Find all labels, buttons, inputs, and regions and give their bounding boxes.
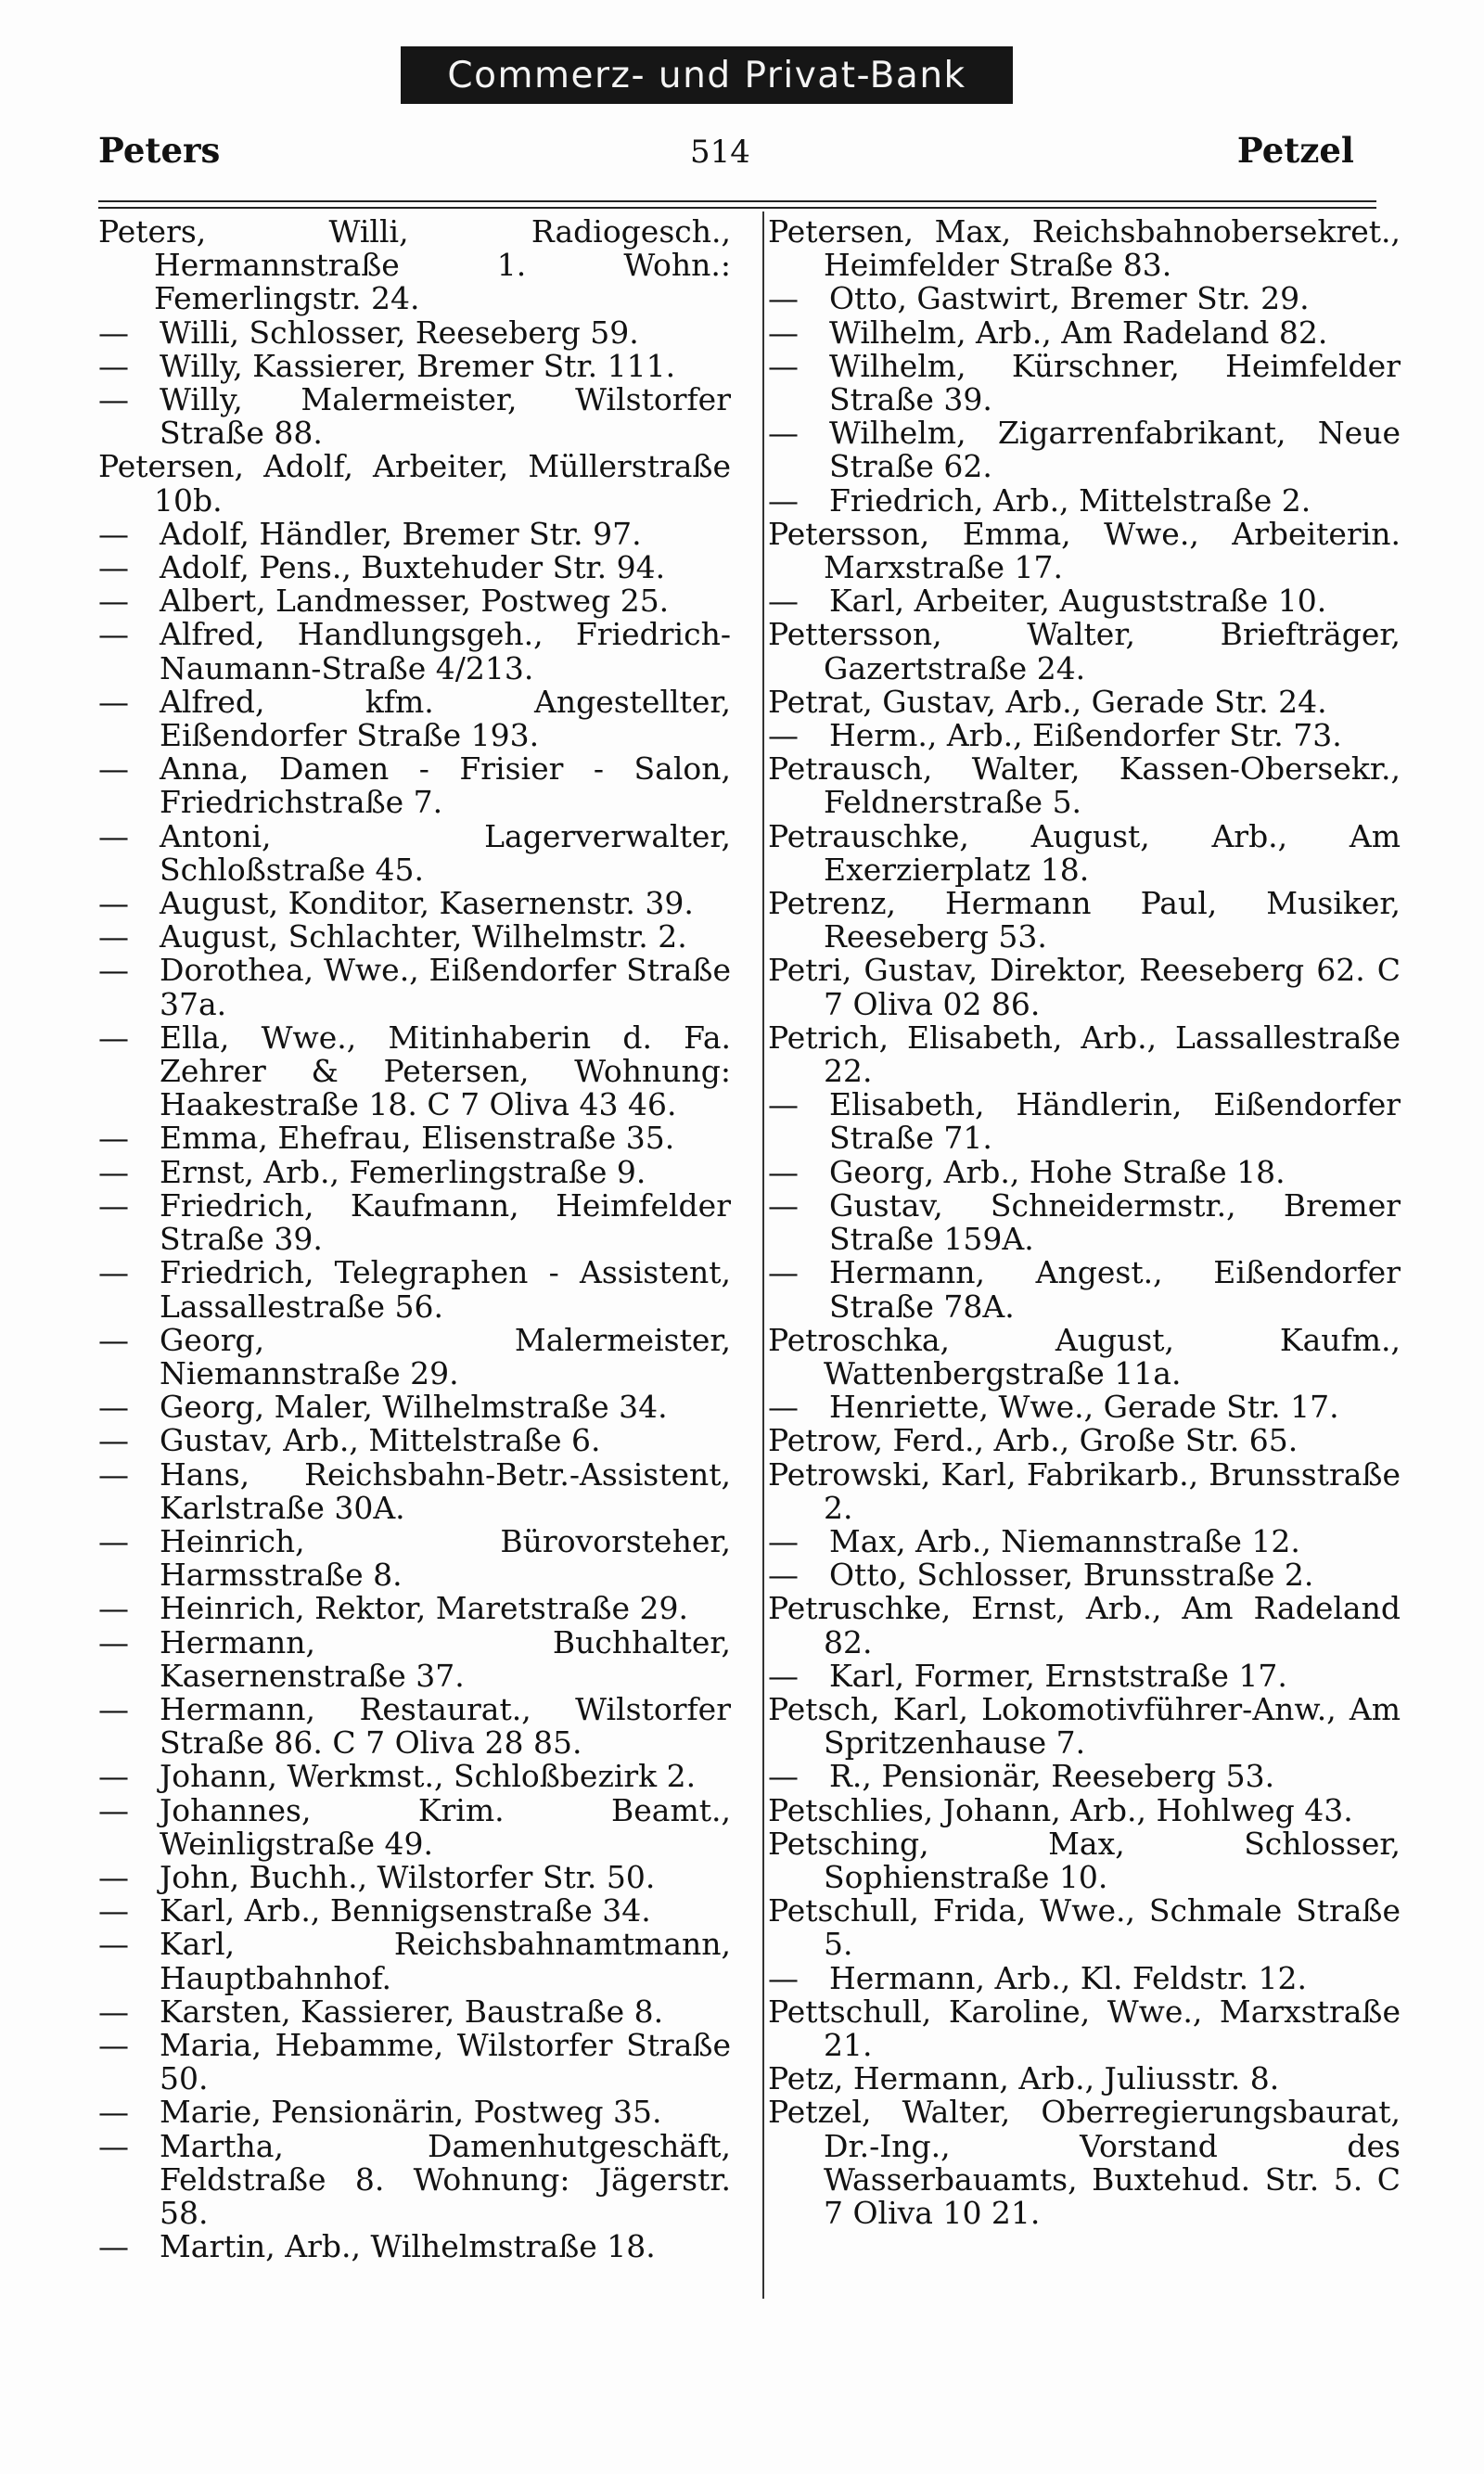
directory-entry [98, 515, 731, 552]
directory-entry-surname [768, 1827, 1401, 1894]
ditto-dash [98, 1256, 160, 1289]
directory-entry [98, 887, 731, 920]
header-rule [98, 200, 1376, 202]
directory-entry [768, 719, 1401, 752]
entry-text: John, Buchh., Wilstorfer Str. 50. [160, 1858, 656, 1895]
ditto-dash [768, 1156, 829, 1189]
entry-text: Peters, Willi, Radiogesch., Hermannstraße 1. Wohn.: Femerlingstr. 24. [98, 213, 731, 317]
directory-entry [98, 618, 731, 685]
entry-text: Johann, Werkmst., Schloßbezirk 2. [160, 1758, 697, 1795]
ditto-dash [768, 417, 829, 450]
entry-text: Wilhelm, Arb., Am Radeland 82. [829, 314, 1328, 351]
entry-text: Petersen, Adolf, Arbeiter, Müllerstraße 10b. [98, 448, 731, 519]
entry-text: Petrich, Elisabeth, Arb., Lassallestraße 22. [768, 1019, 1401, 1090]
directory-entry [768, 481, 1401, 519]
ditto-dash [98, 1693, 160, 1726]
ditto-dash [98, 1894, 160, 1928]
ditto-dash [98, 1995, 160, 2029]
directory-entry [98, 316, 731, 350]
entry-text: Hans, Reichsbahn-Betr.-Assistent, Karlstraße 30A. [160, 1455, 731, 1526]
directory-entry [98, 752, 731, 819]
entry-text: Karl, Arb., Bennigsenstraße 34. [160, 1892, 651, 1929]
entry-text: August, Konditor, Kasernenstr. 39. [160, 885, 694, 922]
entry-text: Petrat, Gustav, Arb., Gerade Str. 24. [768, 683, 1327, 720]
entry-text: Petsching, Max, Schlosser, Sophienstraße 10. [768, 1825, 1401, 1895]
directory-entry [98, 584, 731, 618]
directory-entry [98, 683, 731, 754]
directory-entry [98, 1858, 731, 1895]
ditto-dash [768, 350, 829, 383]
ditto-dash [768, 1660, 829, 1693]
directory-entry [98, 2026, 731, 2097]
directory-entry [98, 1455, 731, 1526]
entry-text: Albert, Landmesser, Postweg 25. [160, 583, 670, 620]
entry-text: Alfred, kfm. Angestellter, Eißendorfer Straße 193. [160, 683, 731, 754]
directory-entry [98, 2127, 731, 2231]
directory-entry [768, 417, 1401, 483]
ditto-dash [768, 1391, 829, 1424]
directory-entry [768, 1522, 1401, 1559]
entry-text: Martha, Damenhutgeschäft, Feldstraße 8. Wohnung: Jägerstr. 58. [160, 2127, 731, 2231]
ditto-dash [768, 1256, 829, 1289]
directory-entry [98, 1391, 731, 1424]
ditto-dash [98, 1794, 160, 1827]
directory-entry [98, 954, 731, 1020]
directory-entry [98, 920, 731, 954]
ditto-dash [768, 1760, 829, 1793]
directory-entry [768, 347, 1401, 418]
directory-entry-surname [98, 215, 731, 316]
directory-entry-surname [768, 1021, 1401, 1088]
ditto-dash [98, 2029, 160, 2062]
entry-text: Adolf, Händler, Bremer Str. 97. [160, 515, 642, 552]
directory-entry [98, 1995, 731, 2029]
directory-entry-surname [768, 954, 1401, 1020]
ditto-dash [98, 887, 160, 920]
directory-entry [768, 584, 1401, 618]
directory-entry-surname [768, 1321, 1401, 1391]
ditto-dash [768, 1525, 829, 1558]
directory-entry [98, 1153, 731, 1190]
directory-entry-surname [768, 1894, 1401, 1961]
entry-text: Petroschka, August, Kaufm., Wattenbergstraße 11a. [768, 1321, 1401, 1391]
entry-text: Karl, Former, Ernststraße 17. [829, 1657, 1287, 1694]
entry-text: Hermann, Restaurat., Wilstorfer Straße 86. C 7 Oliva 28 85. [160, 1690, 731, 1762]
ditto-dash [98, 686, 160, 719]
ditto-dash [98, 1156, 160, 1189]
directory-entry-surname [768, 1995, 1401, 2062]
entry-text: Antoni, Lagerverwalter, Schloßstraße 45. [160, 817, 731, 888]
ditto-dash [768, 1189, 829, 1223]
entry-text: Friedrich, Arb., Mittelstraße 2. [829, 481, 1311, 519]
page-number: 514 [690, 134, 750, 171]
directory-entry [768, 1959, 1401, 1996]
ditto-dash [98, 820, 160, 853]
directory-entry [768, 316, 1401, 350]
entry-text: Pettersson, Walter, Briefträger, Gazertstraße 24. [768, 616, 1401, 686]
ditto-dash [98, 752, 160, 786]
ditto-dash [98, 1861, 160, 1894]
directory-entry [98, 383, 731, 450]
entry-text: Petrausch, Walter, Kassen-Obersekr., Feldnerstraße 5. [768, 750, 1401, 821]
entry-text: Petersson, Emma, Wwe., Arbeiterin. Marxstraße 17. [768, 515, 1401, 586]
directory-entry [98, 1256, 731, 1323]
directory-entry [98, 1321, 731, 1391]
directory-entry [768, 1256, 1401, 1323]
entry-text: Georg, Arb., Hohe Straße 18. [829, 1153, 1286, 1190]
entry-text: Petrauschke, August, Arb., Am Exerzierplatz 18. [768, 817, 1401, 888]
ditto-dash [98, 920, 160, 954]
directory-column-left [98, 215, 731, 2263]
ditto-dash [98, 383, 160, 417]
ditto-dash [768, 584, 829, 618]
directory-entry-surname [768, 2096, 1401, 2230]
entry-text: Otto, Schlosser, Brunsstraße 2. [829, 1557, 1314, 1594]
directory-entry-surname [768, 1455, 1401, 1526]
ditto-dash [98, 1324, 160, 1357]
entry-text: Maria, Hebamme, Wilstorfer Straße 50. [160, 2026, 731, 2097]
ditto-dash [98, 1021, 160, 1055]
ditto-dash [768, 1962, 829, 1995]
running-head-last-entry: Petzel [1236, 130, 1354, 171]
entry-text: Gustav, Schneidermstr., Bremer Straße 159A. [829, 1186, 1401, 1258]
header-rule [98, 207, 1376, 209]
directory-entry-surname [768, 1791, 1401, 1828]
directory-entry [98, 1690, 731, 1762]
running-head-first-entry: Peters [98, 130, 221, 171]
directory-entry [98, 1623, 731, 1694]
directory-entry [98, 1791, 731, 1862]
entry-text: Alfred, Handlungsgeh., Friedrich-Naumann-Straße 4/213. [160, 616, 731, 686]
directory-entry [768, 1657, 1401, 1694]
directory-entry [768, 1153, 1401, 1190]
entry-text: Pettschull, Karoline, Wwe., Marxstraße 21. [768, 1993, 1401, 2063]
ditto-dash [98, 518, 160, 551]
directory-entry-surname [768, 1592, 1401, 1659]
entry-text: August, Schlachter, Wilhelmstr. 2. [160, 918, 687, 955]
ditto-dash [98, 1592, 160, 1625]
ditto-dash [768, 719, 829, 752]
ditto-dash [98, 1189, 160, 1223]
ditto-dash [98, 618, 160, 651]
directory-entry [98, 2230, 731, 2263]
ditto-dash [98, 1928, 160, 1961]
entry-text: Petrow, Ferd., Arb., Große Str. 65. [768, 1422, 1298, 1459]
directory-entry [98, 1522, 731, 1594]
directory-entry-surname [768, 1424, 1401, 1457]
entry-text: Petschlies, Johann, Arb., Hohlweg 43. [768, 1791, 1353, 1828]
entry-text: Johannes, Krim. Beamt., Weinligstraße 49. [160, 1791, 731, 1862]
ditto-dash [98, 2096, 160, 2129]
directory-entry [98, 1122, 731, 1155]
entry-text: Ella, Wwe., Mitinhaberin d. Fa. Zehrer & Petersen, Wohnung: Haakestraße 18. C 7 Oliva 43 46. [160, 1019, 731, 1123]
entry-text: Willy, Malermeister, Wilstorfer Straße 88. [160, 381, 731, 452]
entry-text: Henriette, Wwe., Gerade Str. 17. [829, 1389, 1339, 1426]
entry-text: Adolf, Pens., Buxtehuder Str. 94. [160, 549, 666, 586]
directory-entry-surname [768, 2062, 1401, 2096]
directory-entry-surname [768, 215, 1401, 282]
entry-text: Petrenz, Hermann Paul, Musiker, Reeseberg 53. [768, 885, 1401, 955]
ditto-dash [98, 2130, 160, 2163]
ditto-dash [98, 551, 160, 584]
entry-text: R., Pensionär, Reeseberg 53. [829, 1758, 1275, 1795]
directory-entry [768, 1186, 1401, 1258]
ditto-dash [98, 954, 160, 987]
directory-entry [98, 1928, 731, 1994]
ditto-dash [98, 1391, 160, 1424]
entry-text: Elisabeth, Händlerin, Eißendorfer Straße 71. [829, 1086, 1401, 1157]
entry-text: Georg, Maler, Wilhelmstraße 34. [160, 1389, 668, 1426]
entry-text: Emma, Ehefrau, Elisenstraße 35. [160, 1120, 675, 1157]
directory-entry [98, 1424, 731, 1457]
directory-entry [98, 1760, 731, 1793]
entry-text: Karsten, Kassierer, Baustraße 8. [160, 1993, 664, 2030]
directory-entry [768, 1760, 1401, 1793]
ditto-dash [98, 1626, 160, 1660]
entry-text: Petrowski, Karl, Fabrikarb., Brunsstraße 2. [768, 1455, 1401, 1526]
entry-text: Hermann, Buchhalter, Kasernenstraße 37. [160, 1623, 731, 1694]
directory-entry [768, 1088, 1401, 1155]
entry-text: Petruschke, Ernst, Arb., Am Radeland 82. [768, 1590, 1401, 1660]
entry-text: Hermann, Angest., Eißendorfer Straße 78A. [829, 1254, 1401, 1325]
ditto-dash [98, 1760, 160, 1793]
entry-text: Petschull, Frida, Wwe., Schmale Straße 5. [768, 1892, 1401, 1963]
directory-entry [98, 817, 731, 888]
column-divider [762, 212, 764, 2299]
directory-entry [768, 1391, 1401, 1424]
directory-entry [98, 1186, 731, 1258]
directory-entry [98, 347, 731, 384]
ditto-dash [768, 1558, 829, 1592]
entry-text: Georg, Malermeister, Niemannstraße 29. [160, 1321, 731, 1391]
entry-text: Petersen, Max, Reichsbahnobersekret., Heimfelder Straße 83. [768, 213, 1401, 284]
directory-entry [98, 1021, 731, 1122]
directory-entry-surname [768, 1690, 1401, 1762]
entry-text: Max, Arb., Niemannstraße 12. [829, 1522, 1300, 1559]
entry-text: Martin, Arb., Wilhelmstraße 18. [160, 2228, 656, 2265]
ditto-dash [768, 282, 829, 315]
entry-text: Marie, Pensionärin, Postweg 35. [160, 2094, 662, 2131]
entry-text: Heinrich, Bürovorsteher, Harmsstraße 8. [160, 1522, 731, 1594]
directory-entry [98, 1592, 731, 1625]
entry-text: Petz, Hermann, Arb., Juliusstr. 8. [768, 2060, 1280, 2097]
entry-text: Anna, Damen - Frisier - Salon, Friedrichstraße 7. [160, 750, 731, 821]
directory-entry [768, 1558, 1401, 1592]
entry-text: Friedrich, Telegraphen - Assistent, Lassallestraße 56. [160, 1254, 731, 1325]
ditto-dash [768, 1088, 829, 1122]
entry-text: Heinrich, Rektor, Maretstraße 29. [160, 1590, 689, 1627]
ditto-dash [98, 584, 160, 618]
entry-text: Dorothea, Wwe., Eißendorfer Straße 37a. [160, 952, 731, 1022]
directory-entry [768, 282, 1401, 315]
directory-entry-surname [768, 887, 1401, 954]
ditto-dash [98, 350, 160, 383]
entry-text: Willy, Kassierer, Bremer Str. 111. [160, 347, 676, 384]
ditto-dash [98, 1122, 160, 1155]
directory-entry [98, 551, 731, 584]
directory-column-right [768, 215, 1401, 2230]
entry-text: Wilhelm, Zigarrenfabrikant, Neue Straße 62. [829, 415, 1401, 485]
entry-text: Wilhelm, Kürschner, Heimfelder Straße 39. [829, 347, 1401, 418]
directory-entry-surname [768, 752, 1401, 819]
entry-text: Gustav, Arb., Mittelstraße 6. [160, 1422, 601, 1459]
ditto-dash [768, 316, 829, 350]
directory-entry-surname [768, 618, 1401, 685]
entry-text: Ernst, Arb., Femerlingstraße 9. [160, 1153, 646, 1190]
entry-text: Herm., Arb., Eißendorfer Str. 73. [829, 717, 1342, 754]
ditto-dash [98, 1458, 160, 1492]
entry-text: Willi, Schlosser, Reeseberg 59. [160, 314, 639, 351]
bank-advert-banner: Commerz- und Privat-Bank [401, 46, 1013, 104]
entry-text: Hermann, Arb., Kl. Feldstr. 12. [829, 1959, 1308, 1996]
directory-entry [98, 2096, 731, 2129]
ditto-dash [768, 484, 829, 518]
entry-text: Petzel, Walter, Oberregierungsbaurat, Dr.-Ing., Vorstand des Wasserbauamts, Buxtehud. Str. 5. C 7 Oliva 10 21. [768, 2094, 1401, 2231]
ditto-dash [98, 1424, 160, 1457]
entry-text: Petsch, Karl, Lokomotivführer-Anw., Am Spritzenhause 7. [768, 1690, 1401, 1762]
directory-entry [98, 1894, 731, 1928]
directory-entry-surname [768, 817, 1401, 888]
directory-entry-surname [768, 515, 1401, 586]
ditto-dash [98, 316, 160, 350]
ditto-dash [98, 1525, 160, 1558]
ditto-dash [98, 2230, 160, 2263]
entry-text: Petri, Gustav, Direktor, Reeseberg 62. C 7 Oliva 02 86. [768, 952, 1401, 1022]
entry-text: Otto, Gastwirt, Bremer Str. 29. [829, 280, 1310, 317]
entry-text: Karl, Arbeiter, Auguststraße 10. [829, 583, 1327, 620]
directory-entry-surname [98, 450, 731, 517]
entry-text: Friedrich, Kaufmann, Heimfelder Straße 39. [160, 1186, 731, 1258]
entry-text: Karl, Reichsbahnamtmann, Hauptbahnhof. [160, 1926, 731, 1996]
directory-entry-surname [768, 683, 1401, 720]
